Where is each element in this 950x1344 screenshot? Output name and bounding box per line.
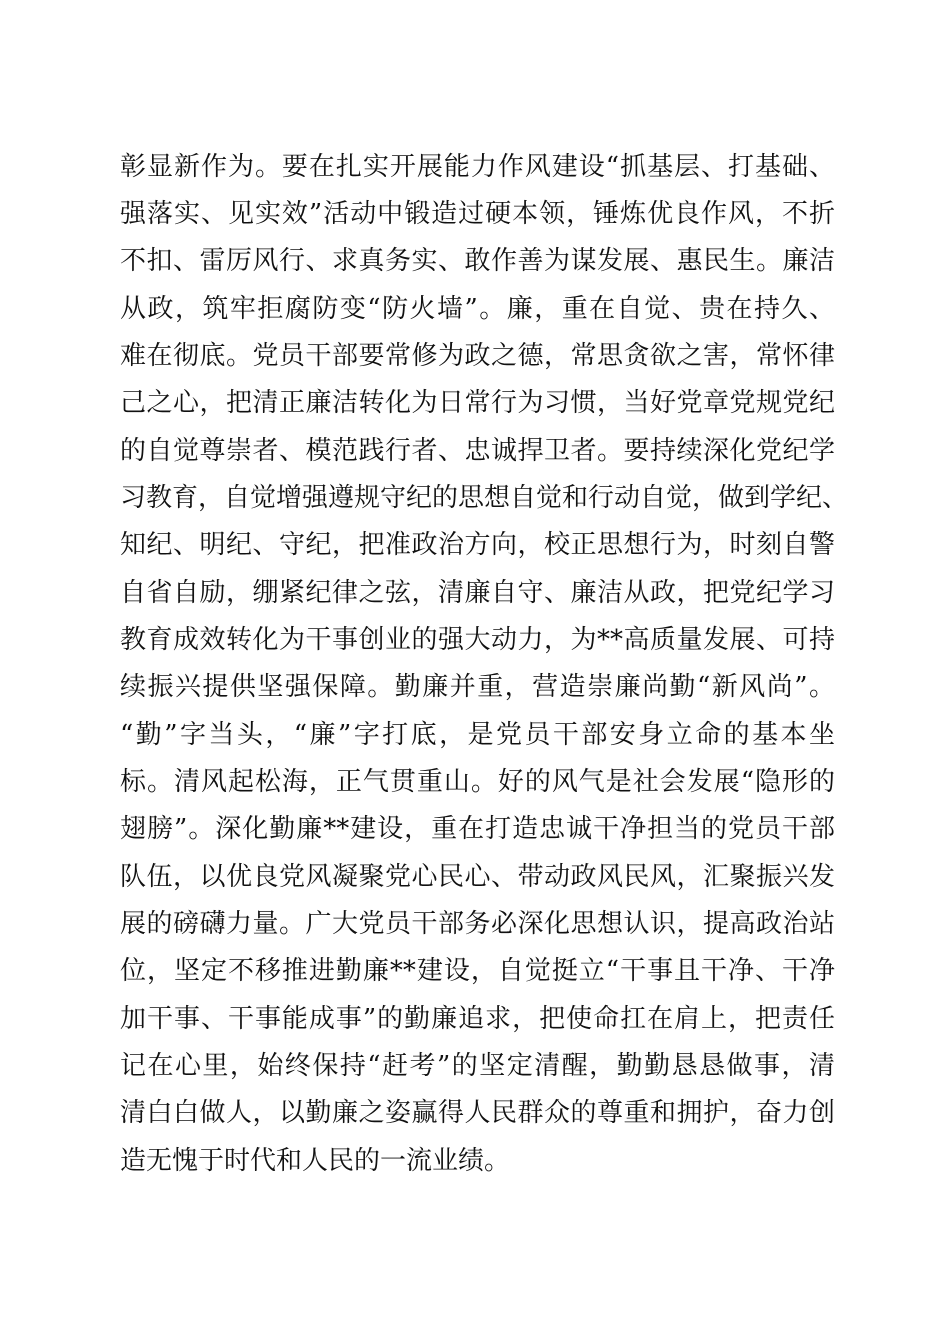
text-line: 难在彻底。党员干部要常修为政之德，常思贪欲之害，常怀律 <box>120 341 835 371</box>
text-line: 己之心，把清正廉洁转化为日常行为习惯，当好党章党规党纪 <box>120 388 835 418</box>
text-line: 翅膀”。深化勤廉**建设，重在打造忠诚干净担当的党员干部 <box>120 814 835 844</box>
text-line: 造无愧于时代和人民的一流业绩。 <box>120 1146 511 1176</box>
text-line: 标。清风起松海，正气贯重山。好的风气是社会发展“隐形的 <box>120 767 835 797</box>
text-line: 展的磅礴力量。广大党员干部务必深化思想认识，提高政治站 <box>120 909 835 939</box>
text-line: 清白白做人，以勤廉之姿赢得人民群众的尊重和拥护，奋力创 <box>120 1098 835 1128</box>
text-line: 知纪、明纪、守纪，把准政治方向，校正思想行为，时刻自警 <box>120 530 835 560</box>
text-line: 队伍，以优良党风凝聚党心民心、带动政风民风，汇聚振兴发 <box>120 862 835 892</box>
text-line: 强落实、见实效”活动中锻造过硬本领，锤炼优良作风，不折 <box>120 199 835 229</box>
text-line: 习教育，自觉增强遵规守纪的思想自觉和行动自觉，做到学纪、 <box>120 483 849 513</box>
text-line: “勤”字当头，“廉”字打底，是党员干部安身立命的基本坐 <box>120 720 835 750</box>
text-line: 教育成效转化为干事创业的强大动力，为**高质量发展、可持 <box>120 625 835 655</box>
text-line: 自省自励，绷紧纪律之弦，清廉自守、廉洁从政，把党纪学习 <box>120 578 835 608</box>
text-line: 彰显新作为。要在扎实开展能力作风建设“抓基层、打基础、 <box>120 152 835 182</box>
text-line: 加干事、干事能成事”的勤廉追求，把使命扛在肩上，把责任 <box>120 1004 835 1034</box>
text-line: 的自觉尊崇者、模范践行者、忠诚捍卫者。要持续深化党纪学 <box>120 436 835 466</box>
text-line: 续振兴提供坚强保障。勤廉并重，营造崇廉尚勤“新风尚”。 <box>120 672 835 702</box>
text-line: 不扣、雷厉风行、求真务实、敢作善为谋发展、惠民生。廉洁 <box>120 246 835 276</box>
text-line: 记在心里，始终保持“赶考”的坚定清醒，勤勤恳恳做事，清 <box>120 1051 835 1081</box>
text-line: 位，坚定不移推进勤廉**建设，自觉挺立“干事且干净、干净 <box>120 956 835 986</box>
text-line: 从政，筑牢拒腐防变“防火墙”。廉，重在自觉、贵在持久、 <box>120 294 835 324</box>
